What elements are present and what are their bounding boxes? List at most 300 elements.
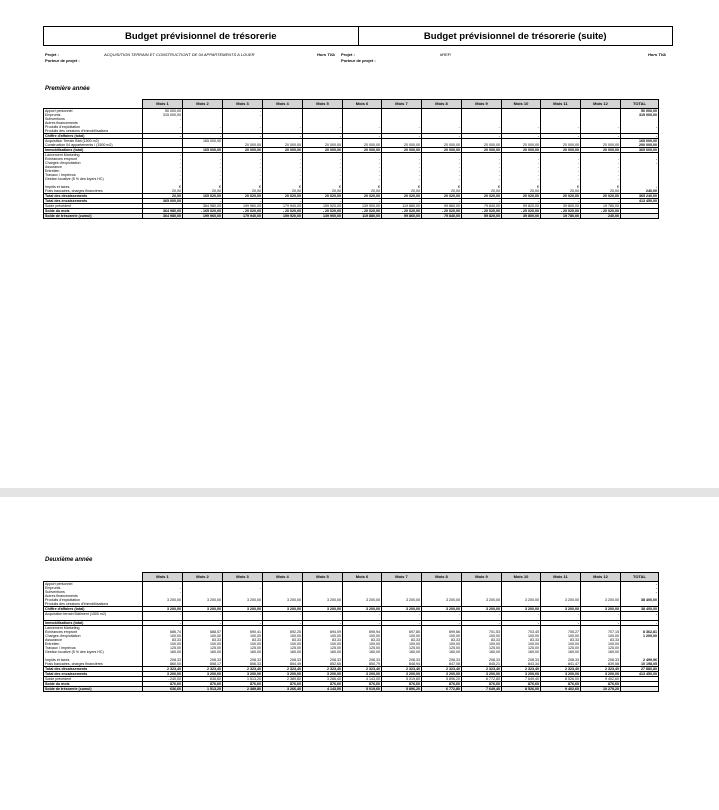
cell-value: - xyxy=(183,125,223,129)
cell-value: 20 020,00 xyxy=(343,194,382,199)
row-label: Autres financements xyxy=(44,594,143,598)
cell-value: 79 840,00 xyxy=(422,214,462,219)
cell-value: 3 200,00 xyxy=(263,672,303,677)
cell-value: - xyxy=(183,612,223,617)
cell-value: - xyxy=(183,169,223,173)
cell-value: - 240,00 xyxy=(143,677,183,682)
cell-value: 83,33 xyxy=(541,638,581,642)
cell-value: 9 402,60 xyxy=(541,687,581,692)
cell-value: - xyxy=(581,612,621,617)
cell-value: - xyxy=(343,125,382,129)
cell-value: 695,94 xyxy=(343,630,382,634)
cell-value: 83,33 xyxy=(462,638,502,642)
column-header: Mois 1 xyxy=(143,573,183,582)
cell-value: 208,33 xyxy=(263,658,303,662)
cell-value: 876,60 xyxy=(143,682,183,687)
cell-value: € xyxy=(541,185,581,189)
cell-value: - xyxy=(183,165,223,169)
cell-value: 100,00 xyxy=(462,642,502,646)
cell-value: 139 900,00 xyxy=(343,204,382,209)
cell-value: 100,00 xyxy=(143,634,183,638)
cell-value: - xyxy=(303,134,343,139)
cell-value: - xyxy=(303,621,343,626)
cell-value: - xyxy=(343,169,382,173)
cell-value: 20 000,00 xyxy=(303,143,343,148)
cell-value: 20 020,00 xyxy=(422,194,462,199)
cell-value: - xyxy=(143,169,183,173)
cell-value: - xyxy=(303,612,343,617)
cell-value: 208,33 xyxy=(462,658,502,662)
cell-value: - xyxy=(143,586,183,590)
cell-value: 20,00 xyxy=(541,189,581,194)
cell-value: 9 402,60 xyxy=(581,677,621,682)
cell-value: € xyxy=(143,185,183,189)
row-total: - xyxy=(621,134,659,139)
cell-value: 3 200,00 xyxy=(343,672,382,677)
cell-value: 100,00 xyxy=(581,634,621,638)
cell-value: 20 000,00 xyxy=(462,143,502,148)
cell-value: - xyxy=(502,157,541,161)
column-header: Mois 4 xyxy=(263,573,303,582)
cell-value: 20 000,00 xyxy=(422,143,462,148)
cell-value: 59 820,00 xyxy=(462,214,502,219)
cell-value: 83,33 xyxy=(343,638,382,642)
cell-value: 3 200,00 xyxy=(422,672,462,677)
cell-value: 3 200,00 xyxy=(143,672,183,677)
cell-value: 6 772,80 xyxy=(422,687,462,692)
cell-value: - xyxy=(502,161,541,165)
cell-value: 125,00 xyxy=(263,646,303,650)
row-label: Total des encaissements xyxy=(44,199,143,204)
cell-value: 8 526,00 xyxy=(502,687,541,692)
cell-value: 83,33 xyxy=(303,638,343,642)
cell-value: 125,00 xyxy=(462,646,502,650)
row-label: Entretien xyxy=(44,169,143,173)
project-name: ACQUISITION TERRAIN ET CONSTRUCTIONT DE 04 APPARTEMENTS A LOUER xyxy=(104,52,255,57)
cell-value: - xyxy=(263,177,303,181)
cell-value: - xyxy=(263,169,303,173)
column-header: Mois 11 xyxy=(541,573,581,582)
cell-value: - xyxy=(183,177,223,181)
row-total: 38 400,00 xyxy=(621,598,659,602)
cell-value: 2 323,40 xyxy=(581,667,621,672)
row-total: 8 362,81 xyxy=(621,630,659,634)
cell-value: 79 840,00 xyxy=(462,204,502,209)
row-total: 240,00 xyxy=(621,189,659,194)
cell-value: 3 200,00 xyxy=(303,598,343,602)
cell-value: - xyxy=(462,173,502,177)
cell-value: 3 266,40 xyxy=(303,677,343,682)
cell-value: 125,00 xyxy=(223,646,263,650)
row-label: Emprunts xyxy=(44,113,143,117)
cell-value: 876,60 xyxy=(183,682,223,687)
cell-value: - xyxy=(502,199,541,204)
cell-value: - 20 020,00 xyxy=(502,209,541,214)
cell-value: 20 020,00 xyxy=(382,194,422,199)
cell-value: - xyxy=(223,612,263,617)
cell-value: € xyxy=(581,185,621,189)
cell-value: 3 200,00 xyxy=(382,607,422,612)
cell-value: 20 000,00 xyxy=(502,148,541,153)
cell-value: 20 020,00 xyxy=(541,194,581,199)
cell-value: - xyxy=(422,134,462,139)
cell-value: 20,00 xyxy=(143,189,183,194)
cell-value: - xyxy=(183,161,223,165)
cell-value: - xyxy=(541,199,581,204)
row-total xyxy=(621,687,659,692)
cell-value: - xyxy=(343,165,382,169)
cell-value: - xyxy=(263,199,303,204)
page-separator xyxy=(0,488,719,497)
cell-value: - xyxy=(263,165,303,169)
cell-value: - xyxy=(143,612,183,617)
cell-value: 100,00 xyxy=(263,642,303,646)
cell-value: 20 000,00 xyxy=(303,148,343,153)
cell-value: 2 323,40 xyxy=(462,667,502,672)
cell-value: 100,00 xyxy=(183,634,223,638)
cell-value: 20,00 xyxy=(263,189,303,194)
cell-value: 20,00 xyxy=(223,189,263,194)
cell-value: 3 200,00 xyxy=(422,598,462,602)
cell-value: 3 200,00 xyxy=(502,598,541,602)
cell-value: 20,00 xyxy=(422,189,462,194)
row-label: Lancement Marketing xyxy=(44,153,143,158)
cell-value: - xyxy=(303,173,343,177)
cell-value: 876,60 xyxy=(382,682,422,687)
cell-value: - xyxy=(382,125,422,129)
row-label: Solde du mois xyxy=(44,209,143,214)
cell-value: - xyxy=(223,125,263,129)
cell-value: - xyxy=(541,157,581,161)
row-label: Produits d'exploitation xyxy=(44,125,143,129)
cell-value: € xyxy=(422,185,462,189)
cell-value: 850,79 xyxy=(343,662,382,667)
column-header: Mois 12 xyxy=(581,573,621,582)
cell-value: - xyxy=(541,169,581,173)
cell-value: - xyxy=(462,621,502,626)
row-total: 50 000,00 xyxy=(621,109,659,114)
cell-value: 50 000,00 xyxy=(143,109,183,114)
cell-value: - xyxy=(382,199,422,204)
cell-value: 20,00 xyxy=(303,189,343,194)
row-total: 365 000,00 xyxy=(621,148,659,153)
cell-value: 208,33 xyxy=(183,658,223,662)
cell-value: 841,47 xyxy=(541,662,581,667)
cell-value: 7 649,40 xyxy=(502,677,541,682)
cell-value: 100,00 xyxy=(541,642,581,646)
cell-value: 20,00 xyxy=(502,189,541,194)
cell-value: - xyxy=(462,199,502,204)
row-label: Total des décaissements xyxy=(44,667,143,672)
cell-value: - xyxy=(422,125,462,129)
column-header: TOTAL xyxy=(621,573,659,582)
cell-value: 636,60 xyxy=(143,687,183,692)
cell-value: - 20 020,00 xyxy=(541,209,581,214)
cell-value: 2 323,40 xyxy=(343,667,382,672)
cell-value: 160,00 xyxy=(502,650,541,654)
cell-value: 199 960,00 xyxy=(183,214,223,219)
cell-value: 686,74 xyxy=(143,630,183,634)
cell-value: 160,00 xyxy=(541,650,581,654)
table-row xyxy=(44,214,659,219)
cell-value: - xyxy=(223,165,263,169)
cell-value: 858,17 xyxy=(183,662,223,667)
cell-value: 20,00 xyxy=(462,189,502,194)
cell-value: - xyxy=(223,161,263,165)
cell-value: 83,33 xyxy=(422,638,462,642)
column-header: Mois 8 xyxy=(422,573,462,582)
cell-value: 1 513,20 xyxy=(183,687,223,692)
cell-value: 100,00 xyxy=(223,642,263,646)
cell-value: 20 000,00 xyxy=(382,148,422,153)
cell-value: 3 266,40 xyxy=(263,687,303,692)
cell-value: 20 020,00 xyxy=(303,194,343,199)
column-header: Mois 5 xyxy=(303,100,343,109)
cell-value: - xyxy=(303,157,343,161)
cell-value: 20 000,00 xyxy=(263,143,303,148)
cell-value: 83,33 xyxy=(382,638,422,642)
cell-value: 2 323,40 xyxy=(541,667,581,672)
cell-value: - xyxy=(382,173,422,177)
cell-value: 5 019,60 xyxy=(343,687,382,692)
cell-value: 2 323,40 xyxy=(143,667,183,672)
section-title-year2: Deuxième année xyxy=(45,557,93,563)
cell-value: - xyxy=(303,177,343,181)
title-right: Budget prévisionnel de trésorerie (suite) xyxy=(358,27,673,45)
cell-value: 20 000,00 xyxy=(223,143,263,148)
column-header: Mois 6 xyxy=(343,573,382,582)
row-label: Chiffre d'affaires (total) xyxy=(44,607,143,612)
cell-value: 20 000,00 xyxy=(263,148,303,153)
row-label: Apport personnel xyxy=(44,109,143,114)
cell-value: 125,00 xyxy=(422,646,462,650)
cell-value: - xyxy=(502,621,541,626)
cell-value: 20 000,00 xyxy=(462,148,502,153)
cell-value: - xyxy=(462,612,502,617)
cell-value: 2 389,80 xyxy=(263,677,303,682)
cell-value: 6 772,80 xyxy=(462,677,502,682)
column-header: Mois 9 xyxy=(462,573,502,582)
cell-value: 20 000,00 xyxy=(581,143,621,148)
cell-value: - xyxy=(581,161,621,165)
cell-value: 876,60 xyxy=(462,682,502,687)
cell-value: - xyxy=(462,177,502,181)
cell-value: - xyxy=(263,157,303,161)
cell-value: 876,60 xyxy=(343,682,382,687)
row-label: Produits d'exploitation xyxy=(44,598,143,602)
cell-value: - xyxy=(502,177,541,181)
cell-value: € xyxy=(462,185,502,189)
cell-value: 5 896,20 xyxy=(422,677,462,682)
cell-value: - xyxy=(263,125,303,129)
cell-value: 160,00 xyxy=(343,650,382,654)
cell-value: 2 323,40 xyxy=(502,667,541,672)
cell-value: 20 000,00 xyxy=(223,148,263,153)
project-ref: #REF! xyxy=(440,52,452,57)
row-total: - xyxy=(621,621,659,626)
cell-value: - xyxy=(502,169,541,173)
cell-value: 3 200,00 xyxy=(581,607,621,612)
column-header: Mois 9 xyxy=(462,100,502,109)
cell-value: 20 000,00 xyxy=(502,143,541,148)
column-header: Mois 11 xyxy=(541,100,581,109)
row-label: Frais bancaires, charges financières xyxy=(44,189,143,194)
cell-value: 20 020,00 xyxy=(581,194,621,199)
cell-value: 364 980,00 xyxy=(143,214,183,219)
cell-value: - xyxy=(143,161,183,165)
cell-value: 125,00 xyxy=(541,646,581,650)
cell-value: - xyxy=(183,199,223,204)
cell-value: 20 000,00 xyxy=(541,143,581,148)
cell-value: 3 200,00 xyxy=(382,598,422,602)
cell-value: - xyxy=(581,165,621,169)
cell-value: 100,00 xyxy=(462,634,502,638)
cell-value: - xyxy=(581,169,621,173)
cell-value: - 20 020,00 xyxy=(303,209,343,214)
cell-value: - xyxy=(581,621,621,626)
cell-value: 2 323,40 xyxy=(303,667,343,672)
column-header: Mois 3 xyxy=(223,573,263,582)
cell-value: 99 860,00 xyxy=(422,204,462,209)
cell-value: 160,00 xyxy=(382,650,422,654)
cell-value: 100,00 xyxy=(343,642,382,646)
cell-value: 365 000,00 xyxy=(143,199,183,204)
cell-value: - xyxy=(183,173,223,177)
row-total: 2 499,96 xyxy=(621,658,659,662)
cell-value: 3 200,00 xyxy=(143,598,183,602)
row-label: Échéances emprunt xyxy=(44,157,143,161)
cell-value: - xyxy=(343,161,382,165)
row-label: Immobilisations (total) xyxy=(44,621,143,626)
owner-label: Porteur de projet : xyxy=(45,58,80,63)
cell-value: 20 020,00 xyxy=(223,194,263,199)
page-2 xyxy=(0,497,719,810)
row-total: 1 200,00 xyxy=(621,634,659,638)
column-header: Mois 1 xyxy=(143,100,183,109)
cell-value: 83,33 xyxy=(502,638,541,642)
cell-value: 876,60 xyxy=(422,682,462,687)
cell-value: 20,00 xyxy=(581,189,621,194)
cell-value: 100,00 xyxy=(263,634,303,638)
cell-value: - xyxy=(541,177,581,181)
cell-value: 20,00 xyxy=(143,194,183,199)
cell-value: € xyxy=(343,185,382,189)
column-header: Mois 7 xyxy=(382,100,422,109)
cell-value: 83,33 xyxy=(223,638,263,642)
row-label: Assurance xyxy=(44,165,143,169)
cell-value: 100,00 xyxy=(422,642,462,646)
row-total: - xyxy=(621,590,659,594)
cell-value: 39 800,00 xyxy=(541,204,581,209)
cell-value: 100,00 xyxy=(422,634,462,638)
cell-value: 125,00 xyxy=(581,646,621,650)
cell-value: 3 200,00 xyxy=(541,672,581,677)
cell-value: - xyxy=(382,169,422,173)
cell-value: 3 200,00 xyxy=(183,672,223,677)
cell-value: 852,65 xyxy=(303,662,343,667)
cell-value: 3 200,00 xyxy=(581,672,621,677)
cell-value: 697,80 xyxy=(382,630,422,634)
cell-value: - xyxy=(462,125,502,129)
cell-value: 208,33 xyxy=(143,658,183,662)
cell-value: 3 200,00 xyxy=(343,607,382,612)
cell-value: 83,33 xyxy=(143,638,183,642)
row-total: 27 880,80 xyxy=(621,667,659,672)
cell-value: - 20 020,00 xyxy=(462,209,502,214)
cell-value: 125,00 xyxy=(343,646,382,650)
cell-value: - xyxy=(541,173,581,177)
cell-value: - xyxy=(223,169,263,173)
cell-value: 694,09 xyxy=(303,630,343,634)
cell-value: - xyxy=(382,177,422,181)
row-label: Chiffre d'affaires (total) xyxy=(44,134,143,139)
cell-value: 3 200,00 xyxy=(223,607,263,612)
cell-value: - 20 020,00 xyxy=(382,209,422,214)
cell-value: 2 389,80 xyxy=(223,687,263,692)
cell-value: 848,94 xyxy=(382,662,422,667)
cell-value: 701,53 xyxy=(462,630,502,634)
cell-value: - xyxy=(143,165,183,169)
row-label: Impôts et taxes xyxy=(44,185,143,189)
cell-value: 20 000,00 xyxy=(541,148,581,153)
cell-value: 3 200,00 xyxy=(382,672,422,677)
row-label: Solde précédent xyxy=(44,204,143,209)
cell-value: - xyxy=(303,125,343,129)
cell-value: 19 780,00 xyxy=(541,214,581,219)
cell-value: - xyxy=(183,621,223,626)
cell-value: - xyxy=(502,612,541,617)
cell-value: - 20 020,00 xyxy=(343,209,382,214)
cell-value: 3 200,00 xyxy=(462,672,502,677)
cell-value: - xyxy=(581,199,621,204)
cell-value: 179 940,00 xyxy=(263,204,303,209)
cell-value: - xyxy=(223,199,263,204)
row-label: Travaux / Imprévus xyxy=(44,173,143,177)
cell-value: € xyxy=(382,185,422,189)
project-left xyxy=(45,52,80,64)
row-total: 315 000,00 xyxy=(621,113,659,117)
row-label: Construction 04 appartements / (1500 m2) xyxy=(44,143,143,148)
cell-value: 843,34 xyxy=(502,662,541,667)
row-label: Subventions xyxy=(44,590,143,594)
cell-value: - xyxy=(502,165,541,169)
cell-value: - xyxy=(422,612,462,617)
cell-value: - xyxy=(541,161,581,165)
cell-value: 876,60 xyxy=(263,682,303,687)
cell-value: 159 920,00 xyxy=(263,214,303,219)
row-label: Assurance xyxy=(44,638,143,642)
row-label: Produits des cessions d'immobilisations xyxy=(44,129,143,134)
column-header: Mois 10 xyxy=(502,100,541,109)
cell-value: - xyxy=(462,161,502,165)
cell-value: 703,40 xyxy=(502,630,541,634)
cell-value: - 20 020,00 xyxy=(263,209,303,214)
cell-value: - xyxy=(343,157,382,161)
cell-value: - xyxy=(183,134,223,139)
row-label: Subventions xyxy=(44,117,143,121)
cell-value: - xyxy=(143,134,183,139)
row-label: Charges d'exploitation xyxy=(44,634,143,638)
cell-value: - xyxy=(422,165,462,169)
cell-value: 125,00 xyxy=(382,646,422,650)
cell-value: 2 323,40 xyxy=(263,667,303,672)
cell-value: € xyxy=(303,185,343,189)
row-total: - xyxy=(621,161,659,165)
cell-value: - xyxy=(263,173,303,177)
cell-value: 3 200,00 xyxy=(541,598,581,602)
cell-value: 688,57 xyxy=(183,630,223,634)
cell-value: - xyxy=(223,109,263,114)
